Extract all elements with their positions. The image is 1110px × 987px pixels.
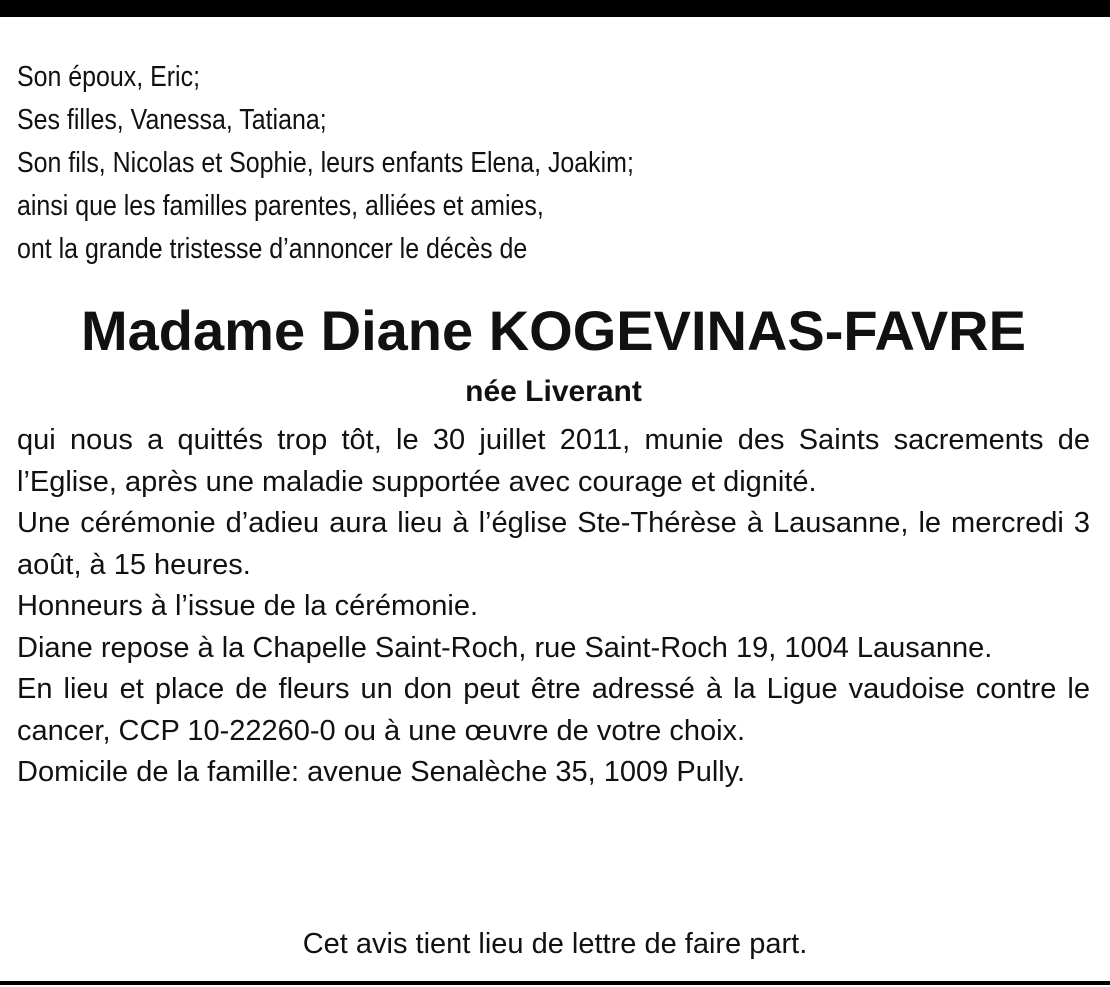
paragraph-donation: En lieu et place de fleurs un don peut être adressé à la Ligue vaudoise contre le cancer, CCP 10-22260-0 ou à une œuvre de votre choix. — [17, 673, 1090, 747]
death-notice — [17, 56, 1090, 794]
paragraph-ceremony: Une cérémonie d’adieu aura lieu à l’église Ste-Thérèse à Lausanne, le mercredi 3 août, à 15 heures. — [17, 507, 1090, 581]
maiden-name: née Liverant — [465, 375, 642, 408]
intro-line-announcement: ont la grande tristesse d’annoncer le décès de — [17, 233, 528, 265]
paragraph-honours: Honneurs à l’issue de la cérémonie. — [17, 590, 479, 622]
intro-line-son: Son fils, Nicolas et Sophie, leurs enfants Elena, Joakim; — [17, 147, 634, 179]
top-border-rule — [0, 0, 1110, 17]
notice-body — [17, 420, 1090, 794]
closing-note: Cet avis tient lieu de lettre de faire part. — [302, 928, 808, 960]
paragraph-passing: qui nous a quittés trop tôt, le 30 juillet 2011, munie des Saints sacrements de l’Eglise, après une maladie supportée avec courage et dignité. — [17, 424, 1090, 498]
intro-line-daughters: Ses filles, Vanessa, Tatiana; — [17, 104, 327, 136]
bottom-border-rule — [0, 981, 1110, 985]
deceased-name-block — [17, 295, 1090, 412]
paragraph-repose: Diane repose à la Chapelle Saint-Roch, rue Saint-Roch 19, 1004 Lausanne. — [17, 631, 993, 664]
intro-line-spouse: Son époux, Eric; — [17, 61, 201, 93]
deceased-name: Madame Diane KOGEVINAS-FAVRE — [81, 299, 1026, 362]
intro-line-families: ainsi que les familles parentes, alliées et amies, — [17, 190, 544, 222]
paragraph-family-address: Domicile de la famille: avenue Senalèche 35, 1009 Pully. — [17, 756, 746, 788]
family-announcement — [17, 56, 1090, 271]
